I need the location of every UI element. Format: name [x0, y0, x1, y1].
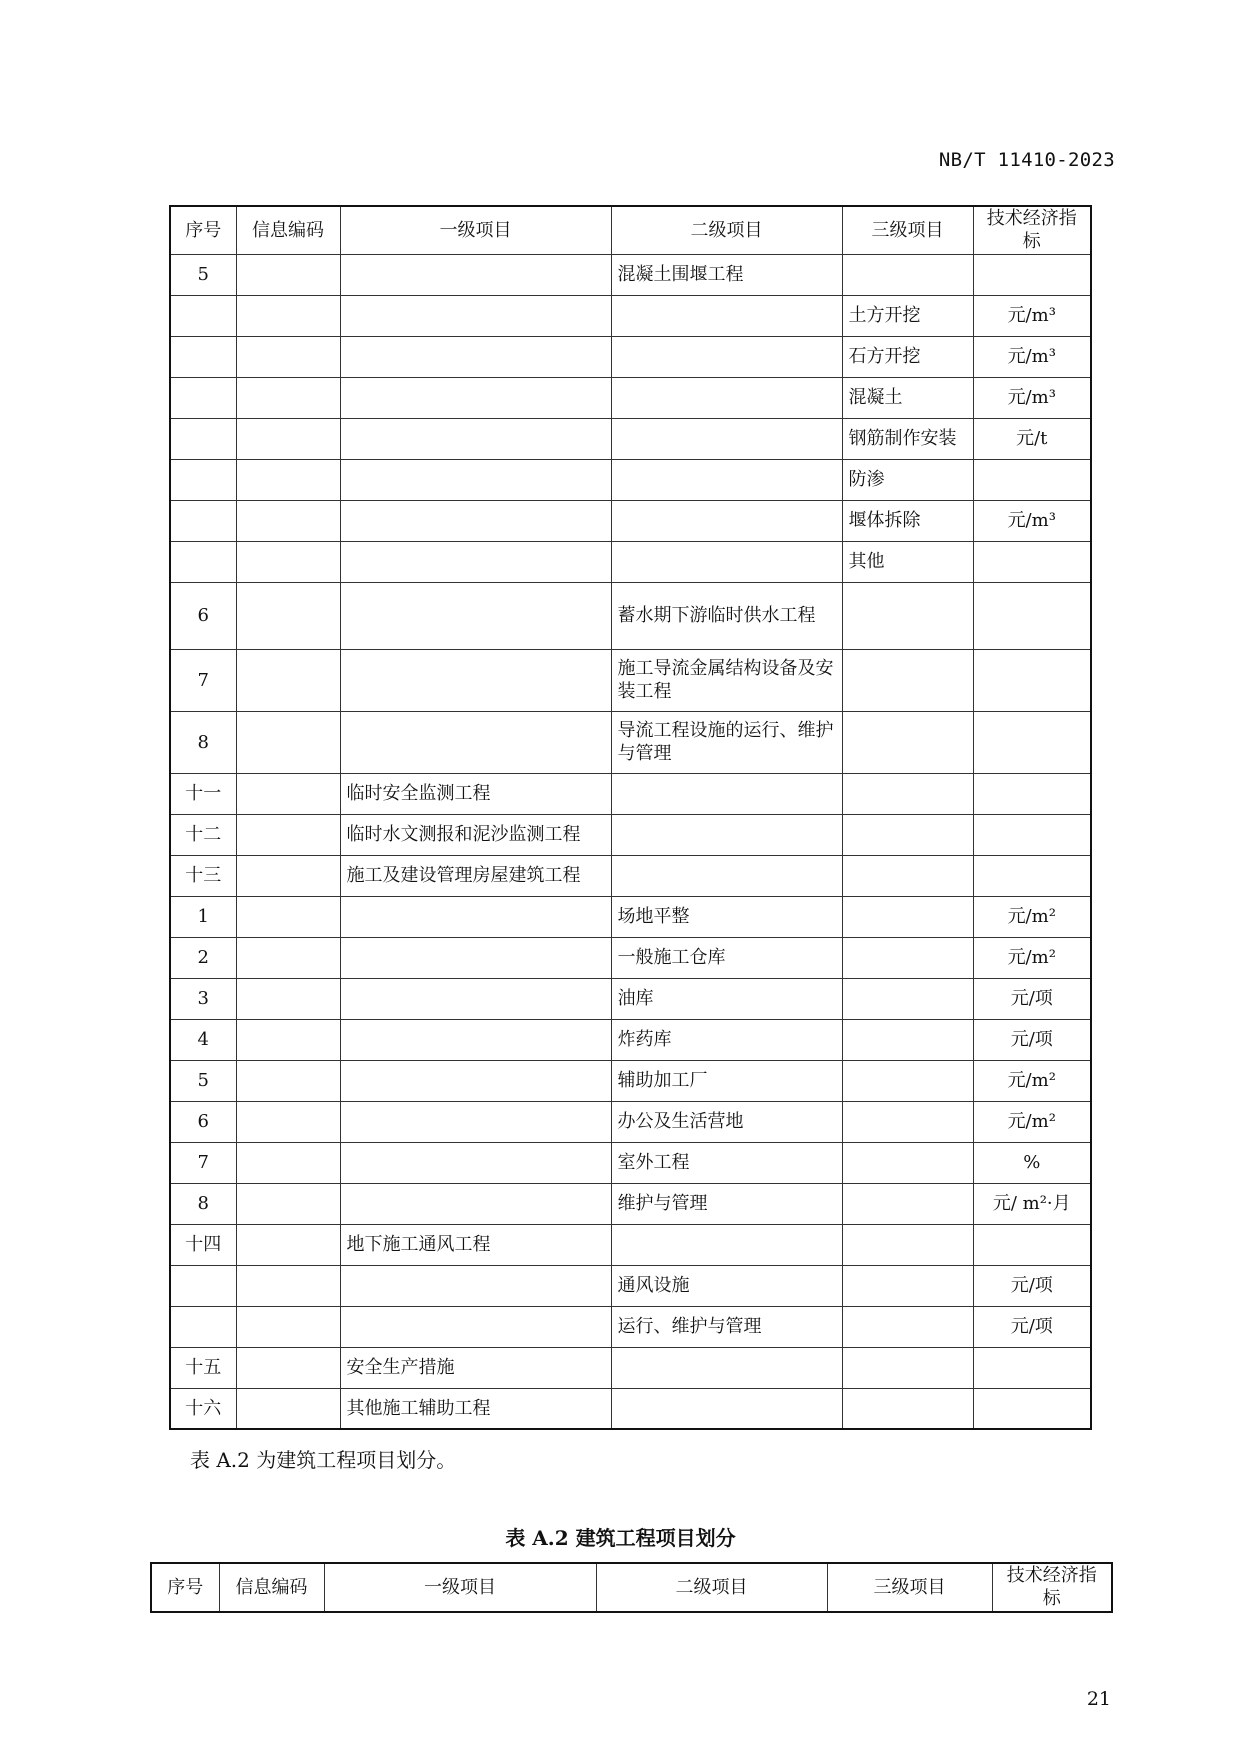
col-header-level2: 二级项目 — [596, 1563, 827, 1612]
level3-cell: 堰体拆除 — [842, 500, 973, 541]
level1-cell — [340, 336, 611, 377]
info-code-cell — [236, 649, 340, 711]
table-row — [170, 814, 1091, 855]
level1-cell: 其他施工辅助工程 — [340, 1388, 611, 1429]
indicator-cell: 元/m² — [973, 1060, 1091, 1101]
level3-cell — [842, 1388, 973, 1429]
table-row — [170, 459, 1091, 500]
table-row — [170, 711, 1091, 773]
info-code-cell — [236, 1265, 340, 1306]
indicator-cell: 元/项 — [973, 1019, 1091, 1060]
serial-cell: 4 — [170, 1019, 236, 1060]
level1-cell: 施工及建设管理房屋建筑工程 — [340, 855, 611, 896]
table-row — [170, 254, 1091, 295]
level2-cell: 辅助加工厂 — [611, 1060, 842, 1101]
serial-cell: 十三 — [170, 855, 236, 896]
indicator-cell: % — [973, 1142, 1091, 1183]
info-code-cell — [236, 1101, 340, 1142]
table-row — [170, 1265, 1091, 1306]
building-project-division-table-a2 — [150, 1562, 1113, 1613]
table-row — [170, 1019, 1091, 1060]
level3-cell — [842, 937, 973, 978]
level2-cell: 混凝土围堰工程 — [611, 254, 842, 295]
level3-cell — [842, 1142, 973, 1183]
serial-cell: 6 — [170, 582, 236, 649]
indicator-cell — [973, 254, 1091, 295]
level2-cell: 油库 — [611, 978, 842, 1019]
indicator-cell: 元/项 — [973, 978, 1091, 1019]
info-code-cell — [236, 295, 340, 336]
table-row — [170, 978, 1091, 1019]
level1-cell — [340, 649, 611, 711]
level3-cell — [842, 1265, 973, 1306]
indicator-cell: 元/m² — [973, 937, 1091, 978]
level2-cell — [611, 418, 842, 459]
level2-cell: 炸药库 — [611, 1019, 842, 1060]
info-code-cell — [236, 254, 340, 295]
info-code-cell — [236, 1306, 340, 1347]
info-code-cell — [236, 1388, 340, 1429]
serial-cell: 8 — [170, 1183, 236, 1224]
serial-cell — [170, 1306, 236, 1347]
level3-cell — [842, 582, 973, 649]
level1-cell — [340, 418, 611, 459]
info-code-cell — [236, 418, 340, 459]
serial-cell: 6 — [170, 1101, 236, 1142]
level2-cell: 通风设施 — [611, 1265, 842, 1306]
level2-cell: 办公及生活营地 — [611, 1101, 842, 1142]
indicator-cell — [973, 649, 1091, 711]
info-code-cell — [236, 814, 340, 855]
level1-cell — [340, 1019, 611, 1060]
col-header-indicator: 技术经济指标 — [973, 206, 1091, 254]
table-row — [170, 500, 1091, 541]
info-code-cell — [236, 1060, 340, 1101]
info-code-cell — [236, 711, 340, 773]
indicator-cell — [973, 541, 1091, 582]
indicator-cell: 元/m² — [973, 896, 1091, 937]
col-header-serial: 序号 — [170, 206, 236, 254]
info-code-cell — [236, 1347, 340, 1388]
serial-cell: 十六 — [170, 1388, 236, 1429]
col-header-level1: 一级项目 — [340, 206, 611, 254]
level1-cell — [340, 1306, 611, 1347]
serial-cell: 5 — [170, 1060, 236, 1101]
table-row — [170, 1101, 1091, 1142]
info-code-cell — [236, 459, 340, 500]
indicator-cell — [973, 1347, 1091, 1388]
col-header-level3: 三级项目 — [827, 1563, 992, 1612]
level2-cell — [611, 773, 842, 814]
indicator-cell — [973, 855, 1091, 896]
serial-cell: 3 — [170, 978, 236, 1019]
table-row — [170, 1347, 1091, 1388]
table-row — [170, 1060, 1091, 1101]
page-number: 21 — [1086, 1688, 1111, 1710]
info-code-cell — [236, 582, 340, 649]
level3-cell — [842, 855, 973, 896]
level3-cell: 石方开挖 — [842, 336, 973, 377]
intro-paragraph: 表 A.2 为建筑工程项目划分。 — [190, 1448, 457, 1472]
col-header-level2: 二级项目 — [611, 206, 842, 254]
table-a2-caption: 表 A.2 建筑工程项目划分 — [505, 1526, 736, 1550]
table-row — [170, 336, 1091, 377]
level2-cell: 运行、维护与管理 — [611, 1306, 842, 1347]
indicator-cell — [973, 711, 1091, 773]
serial-cell: 2 — [170, 937, 236, 978]
indicator-cell — [973, 773, 1091, 814]
info-code-cell — [236, 896, 340, 937]
table-header-row — [151, 1563, 1112, 1612]
serial-cell — [170, 336, 236, 377]
level1-cell — [340, 937, 611, 978]
level2-cell — [611, 855, 842, 896]
level2-cell — [611, 336, 842, 377]
serial-cell — [170, 459, 236, 500]
level2-cell: 场地平整 — [611, 896, 842, 937]
indicator-cell — [973, 582, 1091, 649]
level3-cell: 土方开挖 — [842, 295, 973, 336]
table-row — [170, 937, 1091, 978]
level2-cell: 施工导流金属结构设备及安装工程 — [611, 649, 842, 711]
indicator-cell: 元/t — [973, 418, 1091, 459]
level2-cell: 导流工程设施的运行、维护与管理 — [611, 711, 842, 773]
level3-cell — [842, 773, 973, 814]
level2-cell: 维护与管理 — [611, 1183, 842, 1224]
table-row — [170, 377, 1091, 418]
project-division-table-a1-continued — [169, 205, 1092, 1430]
indicator-cell — [973, 1224, 1091, 1265]
serial-cell: 十四 — [170, 1224, 236, 1265]
info-code-cell — [236, 1019, 340, 1060]
level3-cell — [842, 1347, 973, 1388]
serial-cell: 1 — [170, 896, 236, 937]
table-header-row — [170, 206, 1091, 254]
level3-cell — [842, 1183, 973, 1224]
level1-cell: 临时水文测报和泥沙监测工程 — [340, 814, 611, 855]
table-row — [170, 1183, 1091, 1224]
level3-cell — [842, 1224, 973, 1265]
level3-cell — [842, 896, 973, 937]
indicator-cell — [973, 459, 1091, 500]
indicator-cell: 元/m² — [973, 1101, 1091, 1142]
level3-cell — [842, 711, 973, 773]
indicator-cell: 元/m³ — [973, 500, 1091, 541]
level1-cell: 安全生产措施 — [340, 1347, 611, 1388]
info-code-cell — [236, 937, 340, 978]
serial-cell — [170, 1265, 236, 1306]
level3-cell — [842, 978, 973, 1019]
indicator-cell — [973, 1388, 1091, 1429]
level3-cell — [842, 1060, 973, 1101]
info-code-cell — [236, 500, 340, 541]
level3-cell: 其他 — [842, 541, 973, 582]
level1-cell — [340, 295, 611, 336]
serial-cell — [170, 295, 236, 336]
level2-cell — [611, 295, 842, 336]
table-row — [170, 1142, 1091, 1183]
serial-cell: 十一 — [170, 773, 236, 814]
serial-cell — [170, 500, 236, 541]
level1-cell: 临时安全监测工程 — [340, 773, 611, 814]
info-code-cell — [236, 377, 340, 418]
serial-cell — [170, 541, 236, 582]
indicator-cell: 元/项 — [973, 1306, 1091, 1347]
col-header-indicator: 技术经济指标 — [992, 1563, 1112, 1612]
level3-cell — [842, 1101, 973, 1142]
level2-cell: 一般施工仓库 — [611, 937, 842, 978]
col-header-level3: 三级项目 — [842, 206, 973, 254]
indicator-cell: 元/m³ — [973, 336, 1091, 377]
level3-cell — [842, 1019, 973, 1060]
level1-cell — [340, 896, 611, 937]
level1-cell — [340, 1101, 611, 1142]
level2-cell — [611, 541, 842, 582]
info-code-cell — [236, 773, 340, 814]
info-code-cell — [236, 1183, 340, 1224]
level1-cell — [340, 541, 611, 582]
level1-cell — [340, 1060, 611, 1101]
level1-cell — [340, 254, 611, 295]
level3-cell: 钢筋制作安装 — [842, 418, 973, 459]
level1-cell — [340, 500, 611, 541]
level3-cell — [842, 254, 973, 295]
level1-cell — [340, 582, 611, 649]
table-row — [170, 1224, 1091, 1265]
table-row — [170, 773, 1091, 814]
col-header-level1: 一级项目 — [324, 1563, 596, 1612]
level1-cell — [340, 978, 611, 1019]
serial-cell: 7 — [170, 649, 236, 711]
info-code-cell — [236, 1142, 340, 1183]
serial-cell — [170, 377, 236, 418]
level1-cell — [340, 1183, 611, 1224]
table-row — [170, 649, 1091, 711]
table-row — [170, 541, 1091, 582]
serial-cell: 7 — [170, 1142, 236, 1183]
level2-cell — [611, 1388, 842, 1429]
indicator-cell — [973, 814, 1091, 855]
col-header-info-code: 信息编码 — [219, 1563, 324, 1612]
level3-cell — [842, 1306, 973, 1347]
level1-cell — [340, 1265, 611, 1306]
serial-cell: 5 — [170, 254, 236, 295]
standard-code: NB/T 11410-2023 — [938, 149, 1115, 171]
level2-cell — [611, 1224, 842, 1265]
level1-cell: 地下施工通风工程 — [340, 1224, 611, 1265]
col-header-serial: 序号 — [151, 1563, 219, 1612]
indicator-cell: 元/ m²·月 — [973, 1183, 1091, 1224]
serial-cell: 8 — [170, 711, 236, 773]
table-row — [170, 418, 1091, 459]
level3-cell — [842, 649, 973, 711]
level3-cell: 混凝土 — [842, 377, 973, 418]
level2-cell: 室外工程 — [611, 1142, 842, 1183]
table-row — [170, 896, 1091, 937]
level3-cell: 防渗 — [842, 459, 973, 500]
level2-cell — [611, 814, 842, 855]
indicator-cell: 元/m³ — [973, 295, 1091, 336]
info-code-cell — [236, 978, 340, 1019]
level2-cell — [611, 377, 842, 418]
serial-cell: 十二 — [170, 814, 236, 855]
level2-cell — [611, 1347, 842, 1388]
indicator-cell: 元/m³ — [973, 377, 1091, 418]
info-code-cell — [236, 1224, 340, 1265]
info-code-cell — [236, 336, 340, 377]
level1-cell — [340, 459, 611, 500]
table-row — [170, 1306, 1091, 1347]
level1-cell — [340, 1142, 611, 1183]
table-body — [170, 254, 1091, 1429]
table-row — [170, 582, 1091, 649]
level3-cell — [842, 814, 973, 855]
serial-cell — [170, 418, 236, 459]
table-row — [170, 1388, 1091, 1429]
indicator-cell: 元/项 — [973, 1265, 1091, 1306]
table-row — [170, 295, 1091, 336]
level2-cell: 蓄水期下游临时供水工程 — [611, 582, 842, 649]
col-header-info-code: 信息编码 — [236, 206, 340, 254]
info-code-cell — [236, 541, 340, 582]
level1-cell — [340, 377, 611, 418]
serial-cell: 十五 — [170, 1347, 236, 1388]
level2-cell — [611, 500, 842, 541]
level2-cell — [611, 459, 842, 500]
level1-cell — [340, 711, 611, 773]
table-row — [170, 855, 1091, 896]
info-code-cell — [236, 855, 340, 896]
